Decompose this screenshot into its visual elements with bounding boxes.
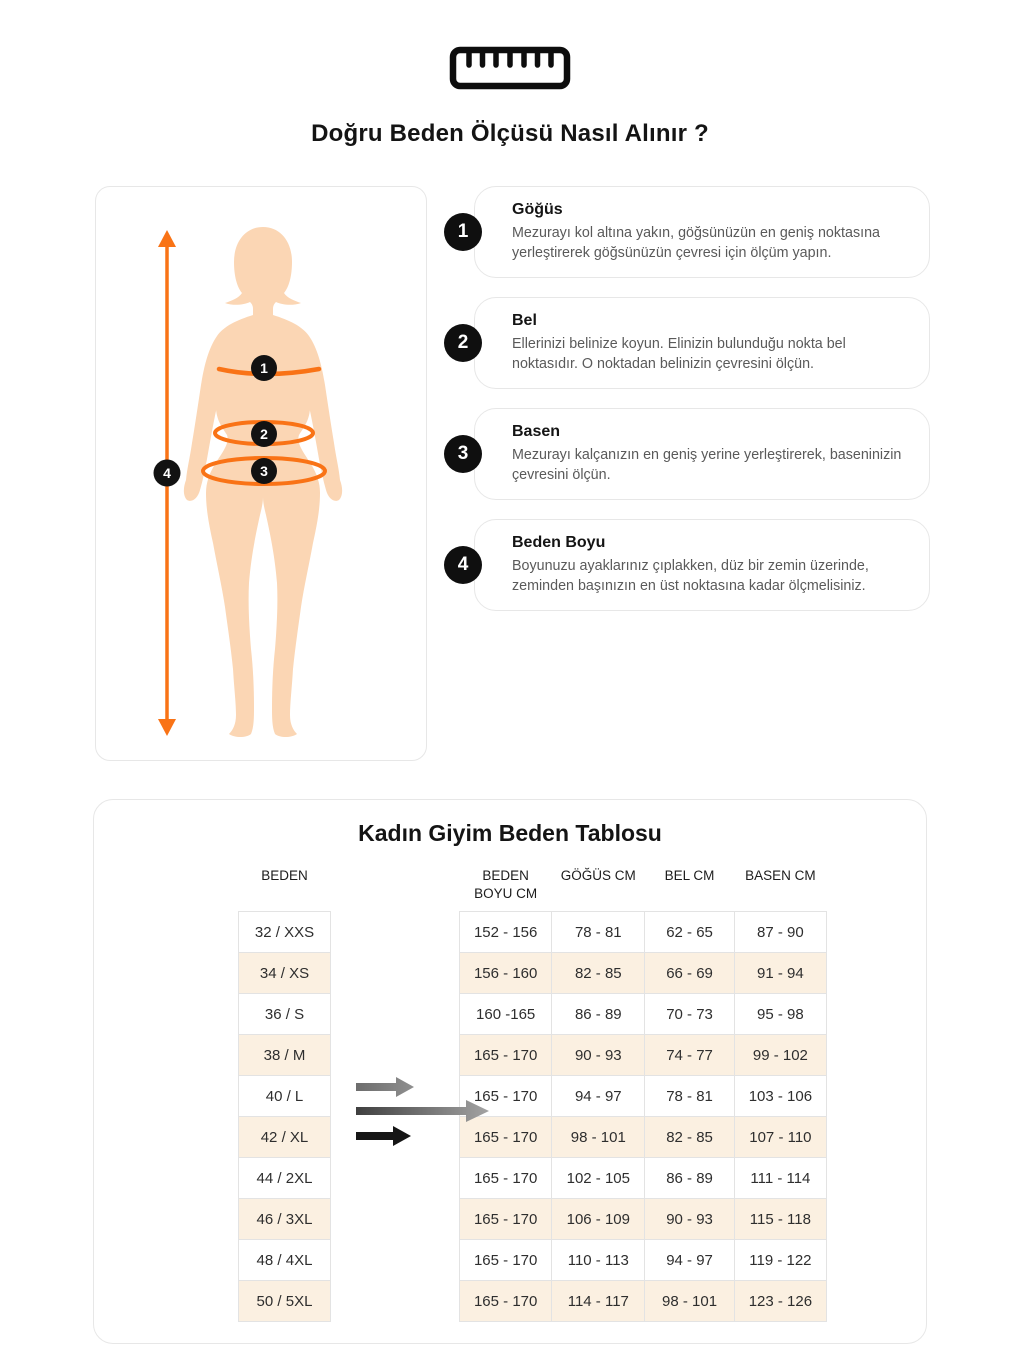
beden-row: [239, 1076, 331, 1117]
beden-cell: 48 / 4XL: [239, 1240, 331, 1281]
basen-cell: 107 - 110: [734, 1117, 826, 1158]
beden-cell: 50 / 5XL: [239, 1281, 331, 1322]
bel-cell: 66 - 69: [645, 953, 734, 994]
page-title: Doğru Beden Ölçüsü Nasıl Alınır ?: [311, 120, 709, 147]
step-card: [457, 186, 930, 278]
boy-cell: 165 - 170: [460, 1035, 552, 1076]
beden-cell: 44 / 2XL: [239, 1158, 331, 1199]
step-card: [457, 297, 930, 389]
beden-column-table: [238, 861, 331, 1322]
basen-cell: 123 - 126: [734, 1281, 826, 1322]
beden-row: [239, 1240, 331, 1281]
column-header-bel: BEL CM: [664, 868, 715, 883]
gogus-cell: 114 - 117: [552, 1281, 645, 1322]
figure-panel: [95, 186, 427, 761]
measurement-row: [460, 912, 827, 953]
step-number-badge: 4: [444, 546, 482, 584]
measurement-row: [460, 1035, 827, 1076]
bel-cell: 74 - 77: [645, 1035, 734, 1076]
step-number-badge: 1: [444, 213, 482, 251]
bel-cell: 82 - 85: [645, 1117, 734, 1158]
step-card: [457, 408, 930, 500]
step-text: Boyunuzu ayaklarınız çıplakken, düz bir zemin üzerinde, zeminden başınızın en üst noktasına kadar ölçmelisiniz.: [512, 558, 869, 595]
boy-cell: 165 - 170: [460, 1199, 552, 1240]
step-title: Bel: [512, 312, 537, 329]
measure-badge-chest: [251, 355, 277, 381]
beden-row: [239, 994, 331, 1035]
gogus-cell: 90 - 93: [552, 1035, 645, 1076]
measurement-row: [460, 1076, 827, 1117]
boy-cell: 165 - 170: [460, 1240, 552, 1281]
svg-text:2: 2: [260, 426, 268, 442]
beden-row: [239, 912, 331, 953]
gogus-cell: 102 - 105: [552, 1158, 645, 1199]
bel-cell: 90 - 93: [645, 1199, 734, 1240]
step-text: Ellerinizi belinize koyun. Elinizin bulunduğu nokta bel noktasıdır. O noktadan belinizin çevresini ölçün.: [512, 336, 846, 373]
measure-badge-height: [154, 460, 181, 487]
basen-cell: 111 - 114: [734, 1158, 826, 1199]
svg-text:3: 3: [260, 463, 268, 479]
column-header-beden: BEDEN: [261, 868, 308, 883]
boy-cell: 160 -165: [460, 994, 552, 1035]
basen-cell: 119 - 122: [734, 1240, 826, 1281]
ruler-icon: [449, 46, 571, 90]
measure-badge-waist: [251, 421, 277, 447]
boy-cell: 165 - 170: [460, 1158, 552, 1199]
beden-cell: 38 / M: [239, 1035, 331, 1076]
step-card: [457, 519, 930, 611]
measurement-guide: [95, 186, 930, 761]
bel-cell: 70 - 73: [645, 994, 734, 1035]
basen-cell: 99 - 102: [734, 1035, 826, 1076]
basen-cell: 103 - 106: [734, 1076, 826, 1117]
measure-badge-hip: [251, 458, 277, 484]
gogus-cell: 98 - 101: [552, 1117, 645, 1158]
gogus-cell: 106 - 109: [552, 1199, 645, 1240]
measurement-row: [460, 1199, 827, 1240]
instruction-steps: [457, 186, 930, 761]
basen-cell: 91 - 94: [734, 953, 826, 994]
column-header-gogus: GÖĞÜS CM: [560, 868, 636, 883]
size-table-zone: [94, 861, 926, 1322]
step-text: Mezurayı kol altına yakın, göğsünüzün en geniş noktasına yerleştirerek göğsünüzün çevresi için ölçüm yapın.: [512, 225, 880, 262]
basen-cell: 115 - 118: [734, 1199, 826, 1240]
beden-row: [239, 1158, 331, 1199]
bel-cell: 62 - 65: [645, 912, 734, 953]
gogus-cell: 78 - 81: [552, 912, 645, 953]
size-table-title: Kadın Giyim Beden Tablosu: [358, 820, 662, 846]
beden-row: [239, 953, 331, 994]
step-title: Beden Boyu: [512, 534, 606, 551]
beden-cell: 34 / XS: [239, 953, 331, 994]
beden-row: [239, 1117, 331, 1158]
step-title: Göğüs: [512, 201, 563, 218]
boy-cell: 165 - 170: [460, 1281, 552, 1322]
measurement-row: [460, 953, 827, 994]
beden-cell: 32 / XXS: [239, 912, 331, 953]
step-number-badge: 2: [444, 324, 482, 362]
basen-cell: 95 - 98: [734, 994, 826, 1035]
beden-cell: 42 / XL: [239, 1117, 331, 1158]
boy-cell: 152 - 156: [460, 912, 552, 953]
gogus-cell: 110 - 113: [552, 1240, 645, 1281]
beden-row: [239, 1199, 331, 1240]
measurement-row: [460, 994, 827, 1035]
column-header-basen: BASEN CM: [745, 868, 816, 883]
measurement-row: [460, 1117, 827, 1158]
size-table-card: [93, 799, 927, 1344]
body-figure-diagram: [96, 187, 426, 760]
step-title: Basen: [512, 423, 561, 440]
boy-cell: 156 - 160: [460, 953, 552, 994]
bel-cell: 98 - 101: [645, 1281, 734, 1322]
beden-row: [239, 1035, 331, 1076]
step-number-badge: 3: [444, 435, 482, 473]
column-header-boy: BEDEN BOYU CM: [474, 868, 538, 901]
page-header: [0, 0, 1020, 148]
size-pointer-arrows-icon: [356, 1073, 496, 1157]
boy-cell: 165 - 170: [460, 1117, 552, 1158]
step-text: Mezurayı kalçanızın en geniş yerine yerleştirerek, baseninizin çevresini ölçün.: [512, 447, 902, 484]
bel-cell: 78 - 81: [645, 1076, 734, 1117]
table-gap: [331, 861, 459, 1322]
beden-cell: 40 / L: [239, 1076, 331, 1117]
measurement-row: [460, 1240, 827, 1281]
svg-text:4: 4: [163, 465, 171, 481]
measurement-row: [460, 1158, 827, 1199]
beden-cell: 46 / 3XL: [239, 1199, 331, 1240]
svg-text:1: 1: [260, 360, 268, 376]
beden-cell: 36 / S: [239, 994, 331, 1035]
gogus-cell: 86 - 89: [552, 994, 645, 1035]
gogus-cell: 82 - 85: [552, 953, 645, 994]
gogus-cell: 94 - 97: [552, 1076, 645, 1117]
bel-cell: 94 - 97: [645, 1240, 734, 1281]
beden-row: [239, 1281, 331, 1322]
basen-cell: 87 - 90: [734, 912, 826, 953]
measurement-row: [460, 1281, 827, 1322]
boy-cell: 165 - 170: [460, 1076, 552, 1117]
bel-cell: 86 - 89: [645, 1158, 734, 1199]
measurements-table: [459, 861, 827, 1322]
